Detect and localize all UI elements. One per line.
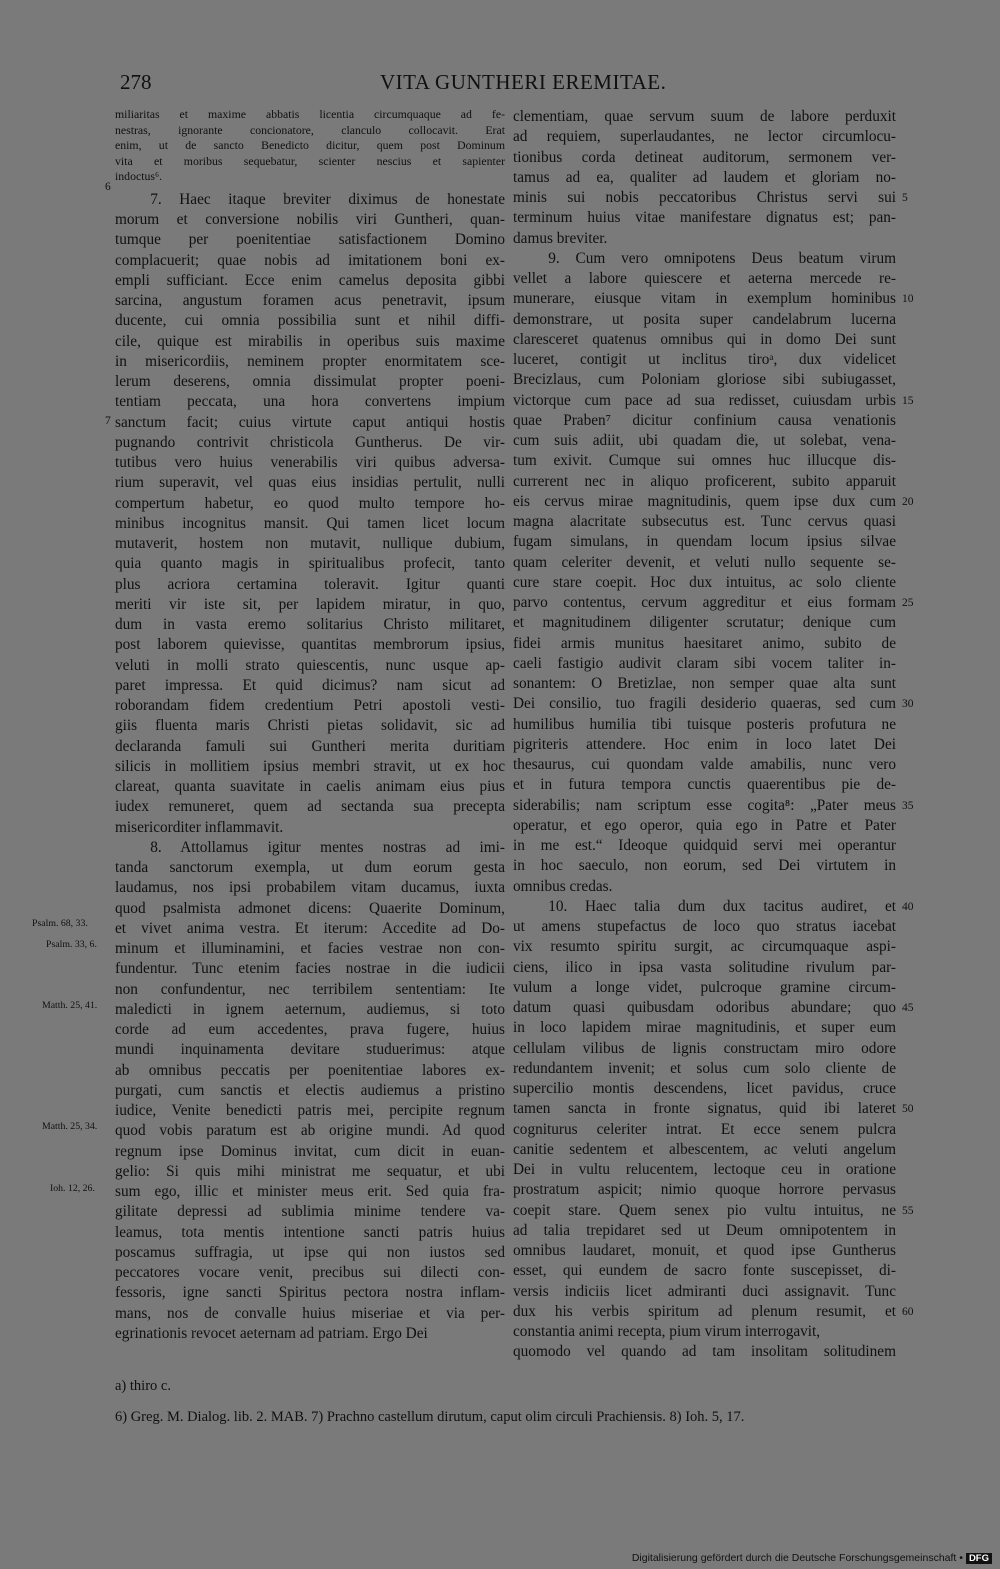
text-line: et magnitudinem diligenter scrutatur; denique cum: [513, 614, 896, 632]
text-line: gelio: Si quis mihi ministrat me sequatur, et ubi: [115, 1162, 505, 1180]
text-line: pigriteris attendere. Hoc enim in loco latet Dei: [513, 735, 896, 753]
text-line: canitie sedentem et albescentem, ac veluti angelum: [513, 1140, 896, 1158]
text-line: meriti vir iste sit, per lapidem miratur, in quo,: [115, 595, 505, 613]
text-line: plus acriora certamina toleravit. Igitur quanti: [115, 575, 505, 593]
text-line: cogniturus celeriter intrat. Et ecce senem pulcra: [513, 1120, 896, 1138]
margin-reference: Ioh. 12, 26.: [50, 1183, 95, 1194]
text-line: lerum deserens, omnia dissimulat propter poeni-: [115, 373, 505, 391]
text-line: sum ego, illic et minister meus erit. Sed quia fra-: [115, 1183, 505, 1201]
text-line: cellulam vilibus de lignis constructam miro odore: [513, 1039, 896, 1057]
text-line: tumque per poenitentiae satisfactionem Domino: [115, 231, 505, 249]
text-line: operatur, et ego operor, quia ego in Patre et Pater: [513, 816, 896, 834]
text-line: in misericordiis, neminem propter enormitatem sce-: [115, 352, 505, 370]
page-number: 278: [120, 70, 152, 94]
text-line: compertum habetur, eo quod multo tempore ho-: [115, 494, 505, 512]
text-line: claresceret quatenus omnibus qui in domo Dei sunt: [513, 330, 896, 348]
text-line: Brecizlaus, cum Poloniam gloriose sibi subiugasset,: [513, 371, 896, 389]
text-line: declaranda famuli sui Guntheri merita duritiam: [115, 737, 505, 755]
text-line: ducente, cui omnia possibilia sunt et nihil diffi-: [115, 312, 505, 330]
text-line: quia quanto magis in spiritualibus profecit, tanto: [115, 555, 505, 573]
text-line: in loco lapidem mirae magnitudinis, et super eum: [513, 1019, 896, 1037]
text-line: thesaurus, cui quondam valde amabilis, nunc vero: [513, 756, 896, 773]
text-line: mans, nos de convalle huius miseriae et via per-: [115, 1304, 505, 1322]
text-line: 10. Haec talia dum dux tacitus audiret, et: [548, 897, 896, 915]
text-line: roborandam fidem credentium Petri apostoli vesti-: [115, 697, 505, 715]
text-line: esset, qui eundem de sacro fonte suscepisset, di-: [513, 1262, 896, 1280]
text-line: tum exivit. Cumque sui omnes huc illucque dis-: [513, 452, 896, 470]
text-line: morum et conversione nobilis viri Guntheri, quan-: [115, 211, 505, 229]
text-line: iudice, Venite benedicti patris mei, percipite regnum: [115, 1102, 505, 1120]
text-line: mutaverit, hostem non mutavit, nullique dubium,: [115, 535, 505, 553]
footnotes-numbered: 6) Greg. M. Dialog. lib. 2. MAB. 7) Prachno castellum dirutum, caput olim circuli Prachiensis. 8) Ioh. 5, 17.: [115, 1409, 745, 1425]
text-line: complacuerit; quae nobis ad imitationem boni ex-: [115, 251, 505, 269]
text-line: sonantem: O Bretizlae, non semper quae alta sunt: [513, 675, 896, 692]
text-line: giis fluenta maris Christi pietas solidavit, sic ad: [115, 717, 505, 735]
text-line: minum et illuminamini, et facies vestrae non con-: [115, 940, 505, 958]
text-line: enim, ut de sancto Benedicto dicitur, quem post Dominum: [115, 138, 505, 153]
text-line: dum in vasta eremo solitarius Christo militaret,: [115, 616, 505, 634]
footnote-a: a) thiro c.: [115, 1378, 171, 1394]
text-line: versis indiciis licet admiranti duci assignavit. Tunc: [513, 1282, 896, 1300]
text-line: purgati, cum sanctis et electis audiemus a pristino: [115, 1081, 505, 1099]
text-line: fundentur. Tunc etenim facies nostrae in die iudicii: [115, 960, 505, 978]
text-line: terminum huius vitae manifestare dignatus est; pan-: [513, 209, 896, 227]
text-line: quae Praben⁷ dicitur confinium causa venationis: [513, 411, 896, 429]
text-line: cum suis adiit, ubi quadam die, ut solebat, vena-: [513, 432, 896, 449]
text-line: 8. Attollamus igitur mentes nostras ad imi-: [150, 838, 505, 856]
text-line: tanda sanctorum exempla, ut dum eorum gesta: [115, 859, 505, 877]
text-line: siderabilis; nam scriptum esse cogita⁸: „Pater meus: [513, 796, 896, 814]
text-line: tionibus corda detineat auditorum, sermonem ver-: [513, 148, 896, 166]
text-line: coepit stare. Quem senex pio vultu intuitus, ne: [513, 1201, 896, 1219]
text-line: munerare, eiusque vitam in exemplum hominibus: [513, 290, 896, 308]
text-line: clareat, quanta suavitate in caelis animam eius pius: [115, 778, 505, 796]
line-number: 40: [902, 900, 914, 913]
text-line: pugnando contrivit christicola Guntherus. De vir-: [115, 433, 505, 451]
line-number: 20: [902, 495, 914, 508]
text-line: clementiam, quae servum suum de labore perduxit: [513, 108, 896, 125]
text-line: demonstrare, ut posita super candelabrum lucerna: [513, 310, 896, 328]
left-small-paragraph: [115, 107, 505, 185]
text-line: laudamus, nos ipsi probabilem vitam ducamus, iuxta: [115, 879, 505, 897]
line-number: 45: [902, 1002, 914, 1014]
text-line: currerent nec in aliquo proficerent, subito apparuit: [513, 472, 896, 490]
text-line: cile, quique est mirabilis in operibus suis maxime: [115, 332, 505, 350]
text-line: tamus ad ea, qualiter ad laudem et gloriam no-: [513, 168, 896, 186]
line-number: 25: [902, 597, 914, 609]
text-line: minibus incognitus mansit. Qui tamen licet locum: [115, 514, 505, 532]
text-line: ciens, ilico in ipsa vasta solitudine rivulum par-: [513, 958, 896, 976]
text-line: quod psalmista admonet dicens: Quaerite Dominum,: [115, 899, 505, 917]
text-line: in me est.“ Ideoque quidquid servi mei operantur: [513, 837, 896, 854]
text-line: omnibus credas.: [513, 877, 613, 895]
text-line: miliaritas et maxime abbatis licentia circumquaque ad fe-: [115, 107, 505, 121]
text-line: misericorditer inflammavit.: [115, 818, 284, 836]
text-line: parvo contentus, cervum aggreditur et eius formam: [513, 594, 896, 611]
text-line: non confundentur, nec terribilem sententiam: Ite: [115, 980, 505, 998]
text-line: peccatores vocare venit, precibus sui dilecti con-: [115, 1264, 505, 1282]
text-line: mundi inquinamenta devitare studuerimus: atque: [115, 1041, 505, 1059]
text-line: fidei armis munitus haesitaret animo, subito de: [513, 634, 896, 652]
footer-credit: [632, 1552, 992, 1564]
text-line: fessoris, igne sancti Spiritus pectora nostra inflam-: [115, 1284, 505, 1302]
line-number: 15: [902, 394, 914, 407]
text-line: et vivet anima vestra. Et iterum: Accedite ad Do-: [115, 919, 505, 937]
text-line: iudex remuneret, quem ad sectanda sua precepta: [115, 798, 505, 816]
line-number: 50: [902, 1103, 914, 1116]
text-line: magna alacritate subsecutus est. Tunc cervus quasi: [513, 513, 896, 530]
text-line: silicis in mollitiem ipsius membri stravit, ut ex hoc: [115, 757, 505, 775]
text-line: in hoc saeculo, non eorum, sed Dei virtutem in: [513, 857, 896, 875]
text-line: post laborem quievisse, quantitas membrorum ipsius,: [115, 636, 505, 654]
text-line: vellet a labore quiescere et aeterna mercede re-: [513, 270, 896, 287]
line-number: 30: [902, 698, 914, 711]
text-line: fugam simulans, in quendam locum ipsius silvae: [513, 533, 896, 551]
text-line: supercilio montis descendens, licet pavidus, cruce: [513, 1080, 896, 1097]
text-line: redundantem invenit; et solus cum solo cliente de: [513, 1059, 896, 1077]
text-line: veluti in molli strato quiescentis, nunc usque ap-: [115, 656, 505, 674]
text-line: eis cervus mirae magnitudinis, quem ipse dux cum: [513, 492, 896, 510]
running-title: VITA GUNTHERI EREMITAE.: [380, 70, 667, 94]
text-line: dux his verbis spiritum ad plenum resumit, et: [513, 1302, 896, 1320]
text-line: Dei in vultu relucentem, lectoque ceu in oratione: [513, 1161, 896, 1178]
text-line: luceret, contigit ut inclitus tiroᵃ, dux videlicet: [513, 351, 896, 368]
text-line: ad talia trepidaret sed ut Deum omnipotentem in: [513, 1221, 896, 1239]
text-line: datum quasi quibusdam odoribus abundare; quo: [513, 999, 896, 1016]
footer-credit-text: Digitalisierung gefördert durch die Deutsche Forschungsgemeinschaft •: [631, 1552, 963, 1564]
text-line: ut amens stupefactus de loco quo stratus iacebat: [513, 918, 896, 935]
text-line: minis sui nobis peccatoribus Christus servi sui: [513, 189, 896, 206]
text-line: vix resumto spiritu surgit, ac circumquaque aspi-: [513, 938, 896, 956]
text-line: vita et moribus sequebatur, scienter nescius et sapienter: [115, 153, 505, 168]
text-line: empli sufficiant. Ecce enim camelus deposita gibbi: [115, 271, 505, 289]
text-line: caeli fastigio audivit claram sibi vocem taliter in-: [513, 654, 896, 672]
text-line: rium superavit, vel quas eius insidias pertulit, nulli: [115, 474, 505, 492]
text-line: humilibus humilia tibi tuisque posteris profutura ne: [513, 715, 896, 733]
text-line: cure stare coepit. Hoc dux intuitus, ac solo cliente: [513, 573, 896, 591]
line-number: 10: [902, 293, 914, 306]
margin-reference: Psalm. 33, 6.: [46, 939, 97, 950]
text-line: tutibus vero huius venerabilis viri quibus adversa-: [115, 454, 505, 472]
margin-reference: Matth. 25, 34.: [42, 1121, 98, 1132]
text-line: constantia animi recepta, pium virum interrogavit,: [513, 1323, 821, 1340]
left-column: [115, 107, 505, 1344]
right-main-text: [513, 107, 896, 1363]
text-line: egrinationis revocet aeternam ad patriam. Ergo Dei: [115, 1324, 428, 1342]
line-number: 60: [902, 1305, 914, 1318]
line-number: 35: [902, 799, 914, 812]
right-column: [513, 107, 896, 1363]
text-line: ab omnibus peccatis per poenitentiae labores ex-: [115, 1061, 505, 1079]
line-number: 5: [902, 192, 908, 204]
text-line: maledicti in ignem aeternum, audiemus, si toto: [115, 1000, 505, 1018]
text-line: damus breviter.: [513, 229, 608, 247]
text-line: ad requiem, superlaudantes, ne lector circumlocu-: [513, 128, 896, 146]
text-line: vulum a longe videt, pulcroque gramine circum-: [513, 978, 896, 996]
left-main-text: [115, 190, 505, 1344]
text-line: nestras, ignorante concionatore, clanculo collocavit. Erat: [115, 122, 505, 137]
text-line: sanctum facit; cuius virtute caput antiqui hostis: [115, 413, 505, 431]
text-line: quomodo vel quando ad tam insolitam solitudinem: [513, 1343, 896, 1361]
text-line: victorque cum pace ad sua redisset, cuiusdam urbis: [513, 391, 896, 409]
margin-reference: Matth. 25, 41.: [42, 1000, 98, 1011]
text-line: Dei consilio, tuo fragili desiderio quaeras, sed cum: [513, 695, 896, 713]
text-line: tentiam peccata, una hora convertens impium: [115, 393, 505, 411]
text-line: paret impressa. Et quid dicimus? nam sicut ad: [115, 676, 505, 694]
text-line: indoctus⁶.: [115, 169, 163, 184]
line-number: 6: [105, 181, 111, 193]
text-line: quam celeriter devenit, et veluti nullo sequente se-: [513, 553, 896, 571]
text-line: 9. Cum vero omnipotens Deus beatum virum: [548, 249, 896, 267]
text-line: poscamus suffragia, ut ipse qui non iustos sed: [115, 1243, 505, 1261]
text-line: et in futura tempora cunctis quaerentibus pie de-: [513, 776, 896, 794]
line-number: 7: [105, 415, 111, 427]
text-line: tamen sancta in fronte signatus, quid ibi lateret: [513, 1100, 896, 1118]
line-number: 55: [902, 1204, 914, 1217]
text-line: corde ad eum accedentes, prava fugere, huius: [115, 1021, 505, 1039]
text-line: gilitate depressi ad sublimia minime tendere va-: [115, 1203, 505, 1221]
text-line: prostratum aspicit; nimio quoque horrore pervasus: [513, 1181, 896, 1199]
text-line: leamus, tota mentis intentione sancti patris huius: [115, 1223, 505, 1241]
margin-reference: Psalm. 68, 33.: [32, 918, 88, 929]
text-line: sarcina, angustum foramen acus penetravit, ipsum: [115, 292, 505, 310]
text-line: regnum ipse Dominus invitat, cum dicit in euan-: [115, 1142, 505, 1160]
text-line: 7. Haec itaque breviter diximus de honestate: [150, 190, 505, 208]
dfg-logo: DFG: [966, 1553, 992, 1564]
text-line: omnibus laudaret, monuit, et quod ipse Guntherus: [513, 1242, 896, 1259]
text-line: quod vobis paratum est ab origine mundi. Ad quod: [115, 1122, 505, 1140]
